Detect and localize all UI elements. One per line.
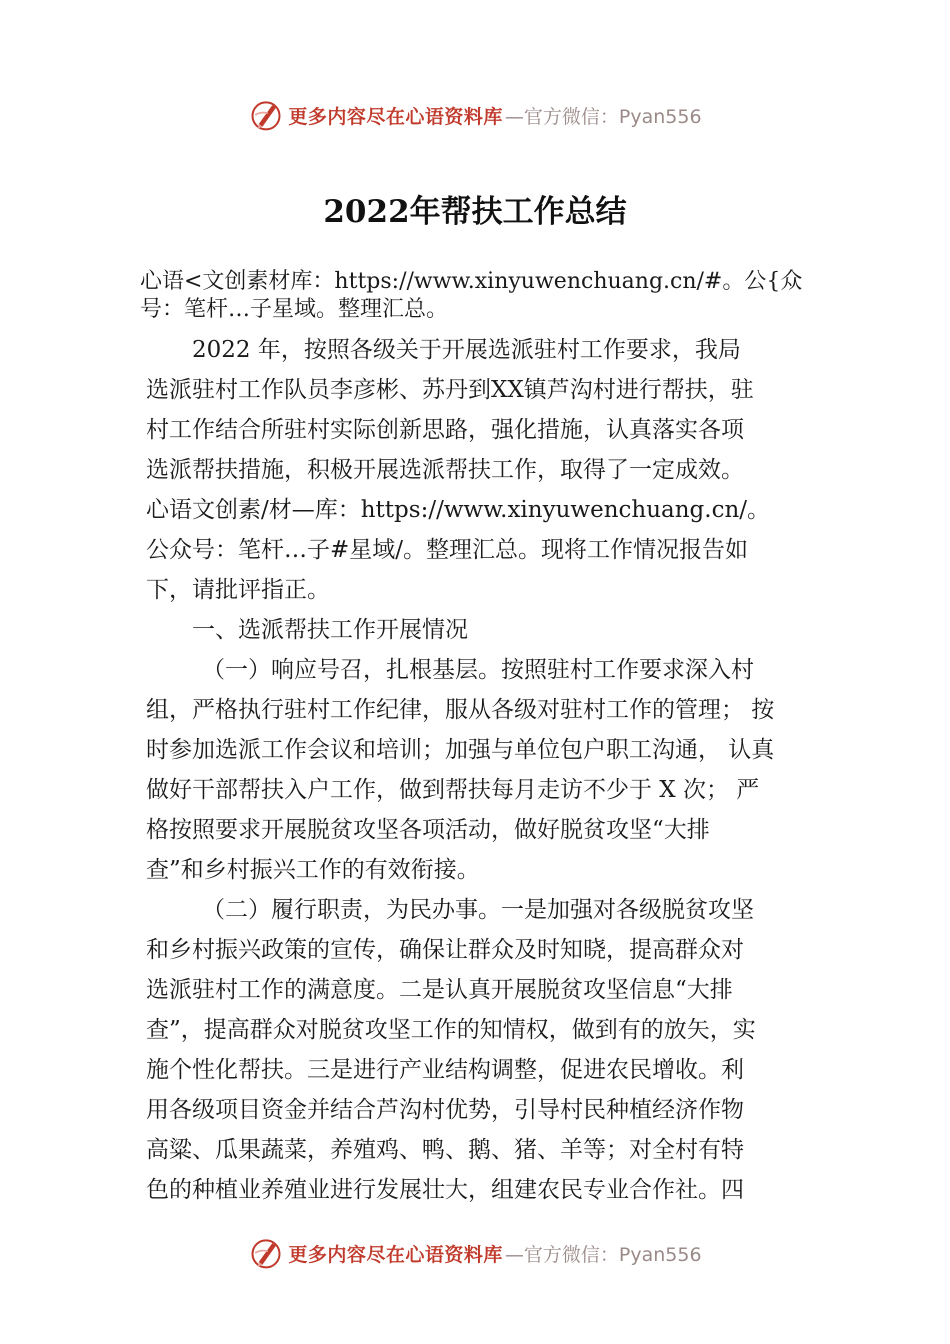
paragraph-line: 下，请批评指正。 bbox=[146, 577, 330, 603]
section-heading: 一、选派帮扶工作开展情况 bbox=[192, 617, 468, 643]
footer-banner bbox=[0, 1230, 950, 1276]
paragraph-line: 公众号：笔杆…子#星域/。整理汇总。现将工作情况报告如 bbox=[146, 537, 749, 563]
paragraph-line: 时参加选派工作会议和培训；加强与单位包户职工沟通， 认真 bbox=[146, 737, 775, 763]
banner-wechat-text: —官方微信：Pyan556 bbox=[504, 105, 702, 128]
pen-logo-icon bbox=[248, 97, 284, 133]
banner-wechat-text: —官方微信：Pyan556 bbox=[504, 1243, 702, 1266]
paragraph-line: （一）响应号召，扎根基层。按照驻村工作要求深入村 bbox=[202, 657, 754, 683]
header-banner bbox=[0, 92, 950, 138]
paragraph-line: （二）履行职责，为民办事。一是加强对各级脱贫攻坚 bbox=[202, 897, 754, 923]
paragraph-line: 选派帮扶措施，积极开展选派帮扶工作，取得了一定成效。 bbox=[146, 457, 744, 483]
document-body bbox=[140, 268, 835, 1210]
paragraph-line: 用各级项目资金并结合芦沟村优势，引导村民种植经济作物 bbox=[146, 1097, 744, 1123]
paragraph-line: 村工作结合所驻村实际创新思路，强化措施，认真落实各项 bbox=[146, 417, 744, 443]
paragraph-line: 查”，提高群众对脱贫攻坚工作的知情权，做到有的放矢，实 bbox=[146, 1017, 756, 1043]
banner-main-text: 更多内容尽在心语资料库 bbox=[288, 1243, 503, 1266]
paragraph-line: 高粱、瓜果蔬菜，养殖鸡、鸭、鹅、猪、羊等；对全村有特 bbox=[146, 1137, 744, 1163]
paragraph-line: 施个性化帮扶。三是进行产业结构调整，促进农民增收。利 bbox=[146, 1057, 744, 1083]
paragraph-line: 做好干部帮扶入户工作，做到帮扶每月走访不少于 X 次； 严 bbox=[146, 777, 760, 803]
source-line: 号：笔杆…子星域。整理汇总。 bbox=[140, 297, 449, 322]
source-line: 心语<文创素材库：https://www.xinyuwenchuang.cn/#。公{众 bbox=[140, 269, 803, 294]
paragraph-line: 色的种植业养殖业进行发展壮大，组建农民专业合作社。四 bbox=[146, 1177, 744, 1203]
paragraph-line: 查”和乡村振兴工作的有效衔接。 bbox=[146, 857, 480, 883]
document-title: 2022年帮扶工作总结 bbox=[323, 194, 627, 230]
paragraph-line: 选派驻村工作的满意度。二是认真开展脱贫攻坚信息“大排 bbox=[146, 977, 733, 1003]
pen-logo-icon bbox=[248, 1235, 284, 1271]
paragraph-line: 组，严格执行驻村工作纪律，服从各级对驻村工作的管理； 按 bbox=[146, 697, 775, 723]
paragraph-line: 2022 年，按照各级关于开展选派驻村工作要求，我局 bbox=[192, 337, 741, 363]
paragraph-line: 选派驻村工作队员李彦彬、苏丹到XX镇芦沟村进行帮扶，驻 bbox=[146, 377, 754, 403]
paragraph-line: 和乡村振兴政策的宣传，确保让群众及时知晓，提高群众对 bbox=[146, 937, 744, 963]
banner-main-text: 更多内容尽在心语资料库 bbox=[288, 105, 503, 128]
paragraph-line: 心语文创素/材—库：https://www.xinyuwenchuang.cn/。 bbox=[146, 497, 771, 523]
paragraph-line: 格按照要求开展脱贫攻坚各项活动，做好脱贫攻坚“大排 bbox=[146, 817, 710, 843]
